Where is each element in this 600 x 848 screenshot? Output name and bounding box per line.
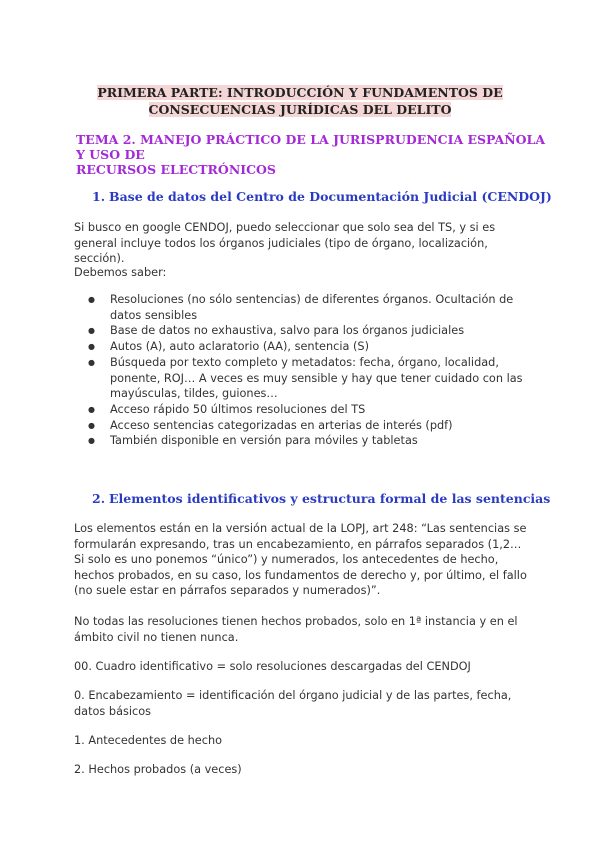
list-item: ● Resoluciones (no sólo sentencias) de diferentes órganos. Ocultación de datos sensibles (88, 292, 538, 323)
section-1-heading (92, 189, 562, 204)
list-item: ● Autos (A), auto aclaratorio (AA), sentencia (S) (88, 339, 538, 355)
section-1-intro: Si busco en google CENDOJ, puedo seleccionar que solo sea del TS, y si es general incluye todos los órganos judiciales (tipo de órgano, localización, sección). (74, 221, 496, 265)
part-heading (60, 84, 540, 118)
section-2-title: Elementos identificativos y estructura formal de las sentencias (109, 491, 551, 506)
section-1-number: 1. (92, 189, 106, 204)
list-item: ● Acceso rápido 50 últimos resoluciones del TS (88, 402, 538, 418)
tema-title-line-1: TEMA 2. MANEJO PRÁCTICO DE LA JURISPRUDENCIA ESPAÑOLA Y USO DE (76, 132, 546, 162)
tema-title-line-2: RECURSOS ELECTRÓNICOS (76, 162, 276, 177)
section-2-paragraph-5: 1. Antecedentes de hecho (74, 734, 223, 747)
section-2-heading (92, 491, 562, 506)
list-item: ● También disponible en versión para móviles y tabletas (88, 433, 538, 449)
section-2-paragraph-4: 0. Encabezamiento = identificación del órgano judicial y de las partes, fecha, datos básicos (74, 689, 512, 718)
section-1-title: Base de datos del Centro de Documentación Judicial (CENDOJ) (109, 189, 552, 204)
section-2-paragraph-2: No todas las resoluciones tienen hechos probados, solo en 1ª instancia y en el ámbito civil no tienen nunca. (74, 615, 518, 644)
list-item: ● Acceso sentencias categorizadas en arterias de interés (pdf) (88, 418, 538, 434)
section-2-paragraph-1: Los elementos están en la versión actual de la LOPJ, art 248: “Las sentencias se formularán expresando, tras un encabezamiento, en párrafos separados (1,2… Si solo es uno ponemos “único”) y numerados, los antecedentes de hecho, hechos probados, en su caso, los fundamentos de derecho y, por último, el fallo (no suele estar en párrafos separados y numerados)”. (74, 522, 527, 597)
section-1-bullet-list (88, 292, 538, 449)
section-2-paragraph-3: 00. Cuadro identificativo = solo resoluciones descargadas del CENDOJ (74, 660, 471, 673)
list-item: ● Base de datos no exhaustiva, salvo para los órganos judiciales (88, 323, 538, 339)
section-2-paragraph-6: 2. Hechos probados (a veces) (74, 763, 242, 776)
section-1-lead: Debemos saber: (74, 266, 167, 279)
list-item: ● Búsqueda por texto completo y metadatos: fecha, órgano, localidad, ponente, ROJ… A veces es muy sensible y hay que tener cuidado con las mayúsculas, tildes, guiones… (88, 355, 538, 402)
part-heading-text: PRIMERA PARTE: INTRODUCCIÓN Y FUNDAMENTOS DE CONSECUENCIAS JURÍDICAS DEL DELITO (97, 85, 503, 117)
section-2-number: 2. (92, 491, 106, 506)
